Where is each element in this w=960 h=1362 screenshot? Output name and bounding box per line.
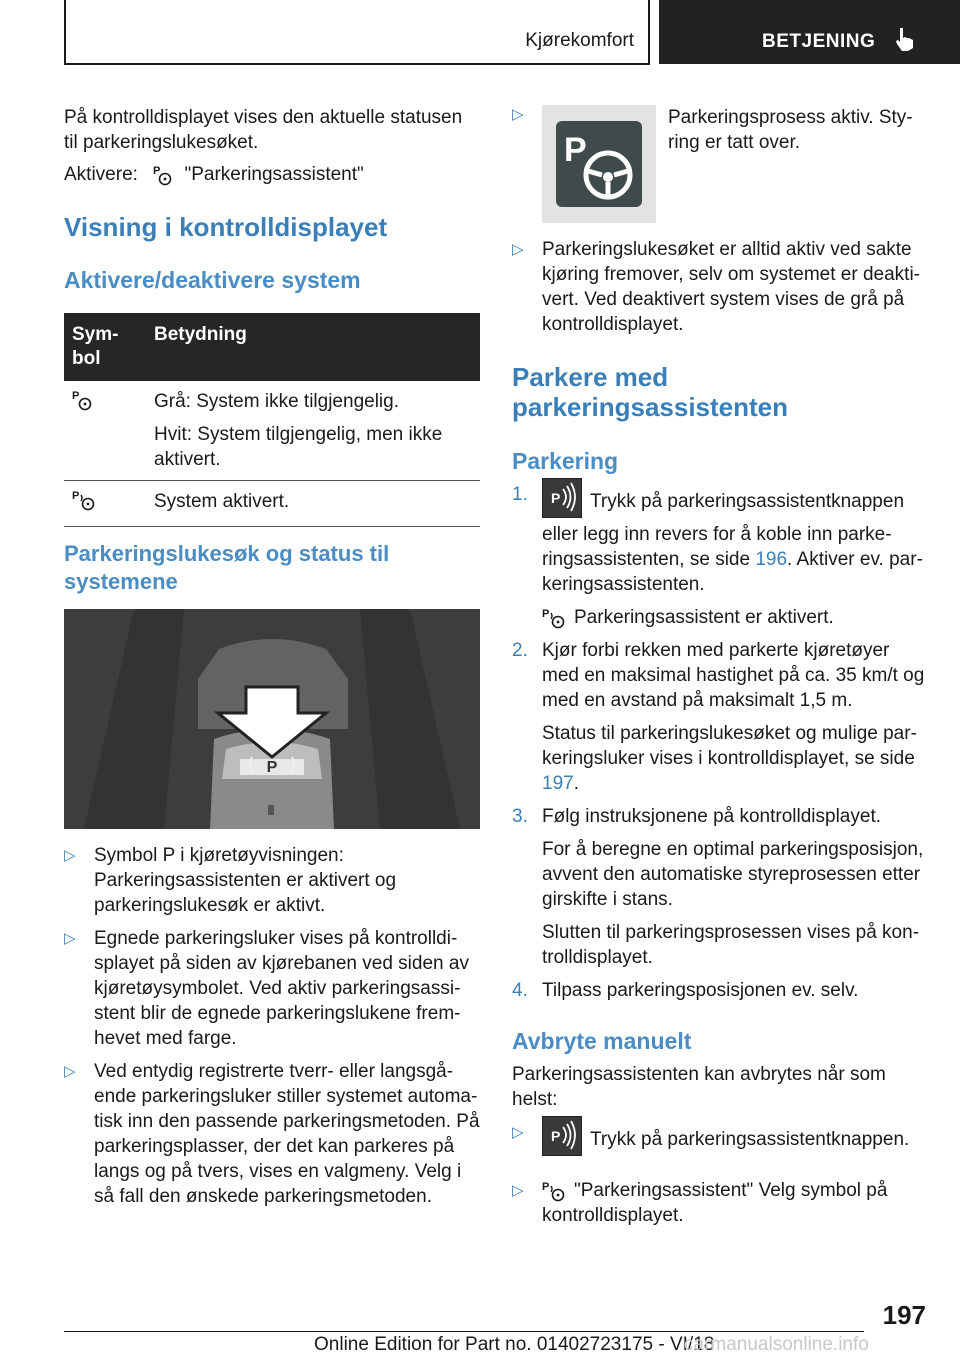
car-view-graphic bbox=[64, 609, 480, 829]
step-sub: For å beregne en optimal parkeringsposisjon, avvent den automatiske styreprosessen etter girskifte i stans. bbox=[542, 839, 924, 910]
heading-activate-system: Aktivere/deaktivere system bbox=[64, 267, 361, 293]
footer-watermark: carmanualsonline.info bbox=[684, 1334, 869, 1355]
triangle-marker-icon: ▷ bbox=[512, 1124, 524, 1141]
parking-assistant-icon bbox=[72, 389, 94, 411]
parking-assist-button-icon bbox=[542, 1116, 582, 1156]
svg-text:P: P bbox=[153, 164, 161, 177]
step-sub bbox=[542, 605, 926, 630]
table-cell-symbol bbox=[64, 481, 146, 527]
active-process-item bbox=[512, 105, 926, 225]
list-item bbox=[512, 237, 926, 337]
step-number: 2. bbox=[512, 640, 528, 661]
footer-rule bbox=[64, 1331, 864, 1332]
bullet-text: Trykk på parkeringsassistentknappen. bbox=[590, 1129, 910, 1151]
bullet-text: Ved entydig registrerte tverr- eller langsgående parkeringsluker stiller systemet automatisk inn den passende parkeringsmetoden. På parkeringsplasser, der det kan parkeres på langs og på tvers, vises en valgmeny. Velg i så fall den ønskede parkeringsmetoden. bbox=[94, 1061, 480, 1207]
header-section-title: Kjørekomfort bbox=[525, 30, 634, 51]
step-sub: Slutten til parkeringsprosessen vises på kontrolldisplayet. bbox=[542, 922, 920, 968]
symbol-table bbox=[64, 313, 480, 527]
table-cell-meaning bbox=[146, 381, 480, 481]
step-sub bbox=[542, 721, 926, 796]
bullet-text: Symbol P i kjøretøyvisningen: Parkeringsassistenten er aktivert og parkeringslukesøk er aktivt. bbox=[94, 845, 397, 916]
table-row bbox=[64, 381, 480, 481]
list-item bbox=[512, 804, 926, 970]
list-item bbox=[64, 1059, 480, 1209]
header-rule-bottom bbox=[64, 63, 650, 65]
header-chapter-tab bbox=[659, 0, 960, 64]
page-link[interactable]: 196 bbox=[755, 549, 788, 570]
list-item bbox=[512, 978, 926, 1003]
heading-parking: Parkering bbox=[512, 448, 619, 474]
table-row bbox=[64, 481, 480, 527]
footer-edition: Online Edition for Part no. 01402723175 - VI/18 bbox=[314, 1334, 715, 1355]
parking-assistant-icon bbox=[153, 164, 173, 186]
meaning-white: Hvit: System tilgjengelig, men ikke aktivert. bbox=[154, 424, 443, 470]
active-process-text: Parkeringsprosess aktiv. Styring er tatt over. bbox=[668, 107, 913, 153]
parking-display-illustration bbox=[64, 609, 480, 829]
triangle-marker-icon: ▷ bbox=[512, 1182, 524, 1199]
activate-value: "Parkeringsassistent" bbox=[184, 164, 364, 185]
list-item bbox=[512, 638, 926, 796]
svg-text:P: P bbox=[542, 607, 550, 620]
step-sub-text: Status til parkeringslukesøket og mulige parkeringsluker vises i kontrolldisplayet, se side bbox=[542, 723, 917, 769]
step-number: 4. bbox=[512, 980, 528, 1001]
step-sub-text: Parkeringsassistent er aktivert. bbox=[574, 607, 834, 628]
bullet-text: Egnede parkeringsluker vises på kontrolldisplayet på siden av kjørebanen ved siden av kjøretøysymbolet. Ved aktiv parkeringsassistent blir de egnede parkeringslukene fremhevet med farge. bbox=[94, 928, 469, 1049]
bullet-text: Parkeringslukesøket er alltid aktiv ved sakte kjøring fremover, selv om systemet er deaktivert. Ved deaktivert system vises de grå på kontrolldisplayet. bbox=[542, 239, 920, 335]
activate-line bbox=[64, 162, 480, 187]
step-sub-text: . bbox=[573, 773, 579, 794]
abort-list bbox=[512, 1120, 926, 1236]
svg-text:P: P bbox=[72, 390, 80, 402]
page-link[interactable]: 197 bbox=[542, 773, 574, 794]
steering-wheel-icon bbox=[542, 105, 656, 223]
parking-assistant-active-icon bbox=[72, 489, 98, 511]
steering-takeover-image bbox=[542, 105, 656, 223]
abort-intro: Parkeringsassistenten kan avbrytes når som helst: bbox=[512, 1064, 886, 1110]
table-cell-meaning: System aktivert. bbox=[146, 481, 480, 527]
activate-label: Aktivere: bbox=[64, 164, 138, 185]
intro-text: På kontrolldisplayet vises den aktuelle statusen til parkeringslukesøket. bbox=[64, 107, 463, 153]
list-item bbox=[512, 1120, 926, 1166]
heading-park-with-assistant: Parkere med parkeringsassistenten bbox=[512, 362, 789, 422]
parking-assistant-active-icon bbox=[542, 607, 568, 629]
parking-assist-button-icon bbox=[542, 478, 582, 518]
list-item bbox=[512, 482, 926, 630]
heading-parking-search: Parkeringslukesøk og status til systemene bbox=[64, 541, 390, 594]
svg-text:P: P bbox=[542, 1180, 550, 1193]
step-text: Følg instruksjonene på kontrolldisplayet. bbox=[542, 806, 882, 827]
list-item bbox=[64, 843, 480, 918]
search-info-list bbox=[512, 237, 926, 345]
page-number: 197 bbox=[882, 1300, 926, 1330]
step-text: Kjør forbi rekken med parkerte kjøretøyer med en maksimal hastighet på ca. 35 km/t og med en avstand på maksimalt 1,5 m. bbox=[542, 640, 925, 711]
table-cell-symbol bbox=[64, 381, 146, 481]
list-item bbox=[64, 926, 480, 1051]
svg-text:P: P bbox=[551, 1128, 561, 1144]
header-rule-left bbox=[64, 0, 66, 64]
triangle-marker-icon: ▷ bbox=[512, 106, 524, 123]
step-text: Tilpass parkeringsposisjonen ev. selv. bbox=[542, 980, 859, 1001]
status-bullet-list bbox=[64, 843, 480, 1209]
heading-display: Visning i kontrolldisplayet bbox=[64, 212, 388, 242]
step-text: Trykk på parkeringsassistentknappen eller legg inn revers for å koble inn parkeringsassistenten, se side bbox=[542, 491, 905, 570]
step-number: 3. bbox=[512, 806, 528, 827]
parking-steps bbox=[512, 482, 926, 1003]
triangle-marker-icon: ▷ bbox=[64, 930, 76, 947]
triangle-marker-icon: ▷ bbox=[64, 1063, 76, 1080]
step-text: . Aktiver ev. parkeringsassistenten. bbox=[542, 549, 923, 595]
triangle-marker-icon: ▷ bbox=[64, 847, 76, 864]
svg-text:P: P bbox=[564, 131, 587, 169]
left-bullet-list-wrap bbox=[64, 843, 480, 1217]
meaning-grey: Grå: System ikke tilgjengelig. bbox=[154, 391, 399, 412]
table-header-meaning: Betydning bbox=[146, 313, 480, 381]
hand-pointer-icon bbox=[894, 26, 916, 52]
page-header bbox=[0, 0, 960, 66]
list-item bbox=[512, 1178, 926, 1228]
bullet-text: "Parkeringsassistent" Velg symbol på kontrolldisplayet. bbox=[542, 1180, 888, 1226]
table-header-row bbox=[64, 313, 480, 381]
svg-text:P: P bbox=[551, 490, 561, 506]
heading-abort-manually: Avbryte manuelt bbox=[512, 1028, 692, 1054]
table-header-symbol: Sym- bol bbox=[64, 313, 146, 381]
svg-text:P: P bbox=[266, 759, 278, 776]
step-number: 1. bbox=[512, 484, 528, 505]
triangle-marker-icon: ▷ bbox=[512, 241, 524, 258]
svg-text:P: P bbox=[72, 490, 80, 502]
parking-assistant-active-icon bbox=[542, 1180, 568, 1202]
header-chapter-title: BETJENING bbox=[762, 31, 876, 52]
header-separator bbox=[648, 0, 650, 64]
